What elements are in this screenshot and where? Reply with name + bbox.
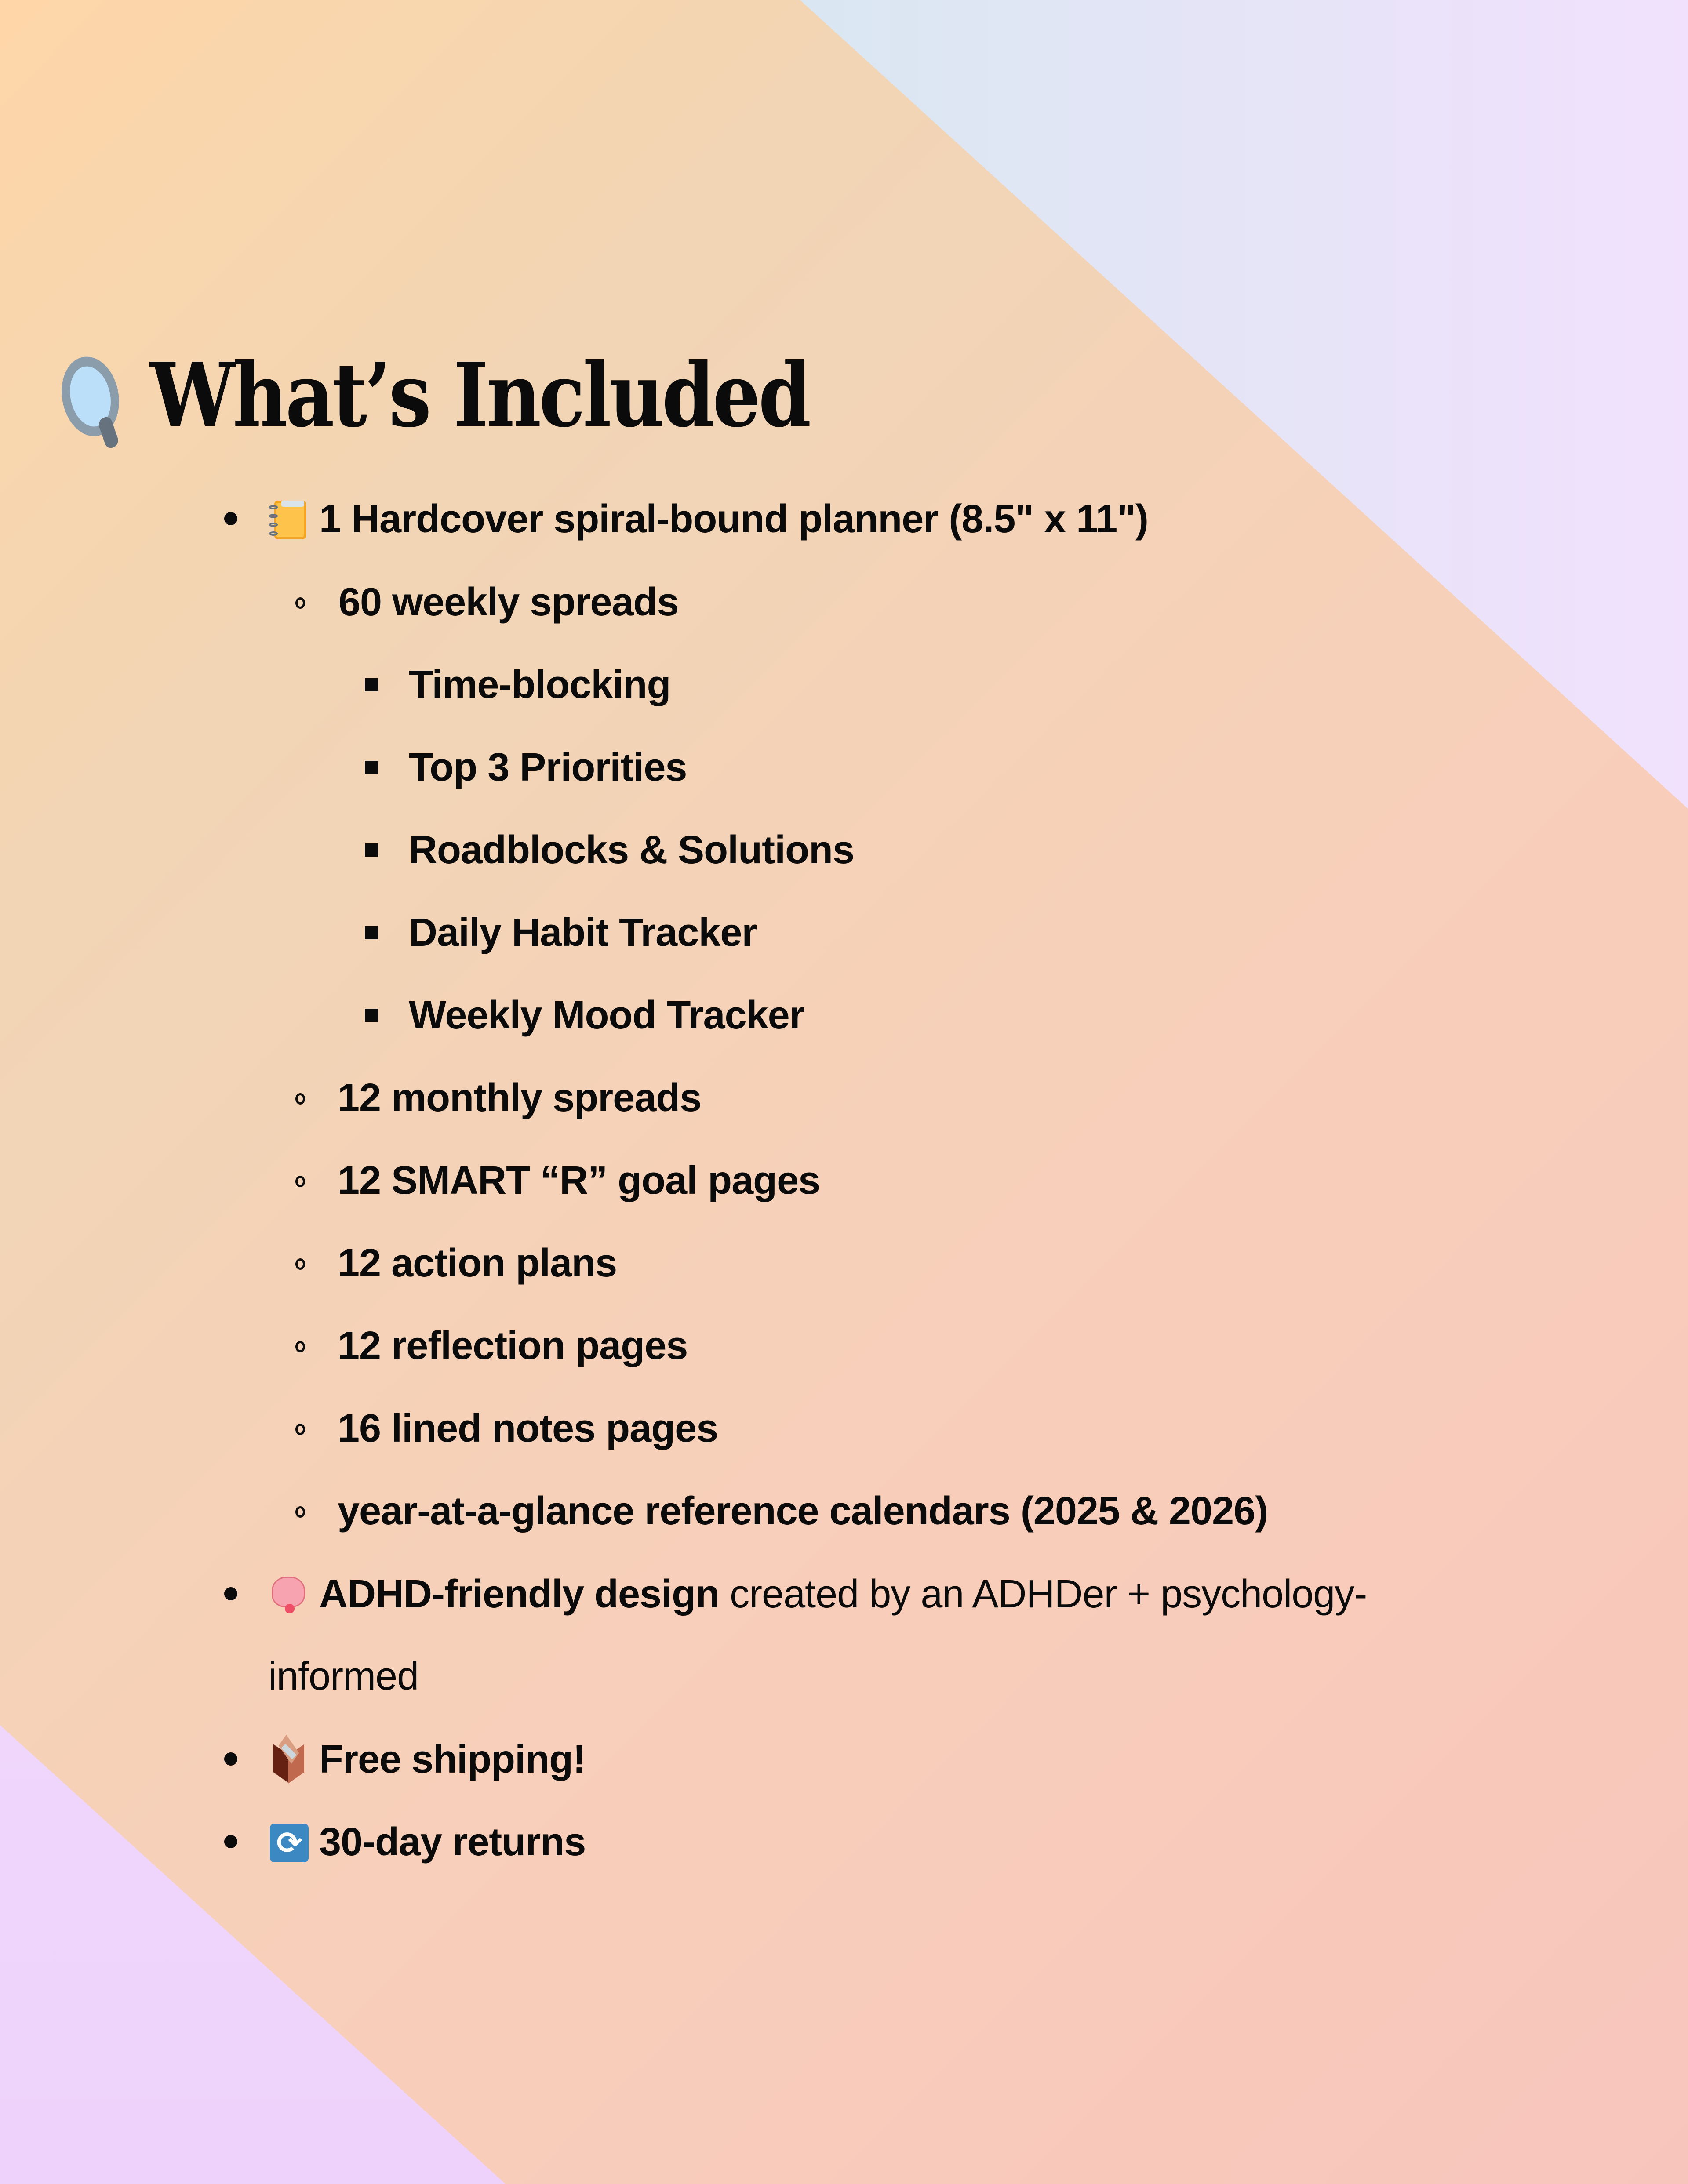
- bullet-circle: [295, 1506, 305, 1518]
- list-item-text: Daily Habit Tracker: [409, 911, 757, 955]
- bullet-disc: [224, 512, 237, 525]
- sub-sub-item-weekly-mood-tracker: [409, 993, 804, 1037]
- list-item-returns: [268, 1822, 586, 1862]
- repeat-arrows-icon: ⟳: [268, 1822, 309, 1862]
- bullet-square: [365, 926, 378, 939]
- sub-sub-item-top-3-priorities: [409, 745, 687, 789]
- list-item-text: Top 3 Priorities: [409, 745, 687, 789]
- bullet-disc: [224, 1835, 237, 1848]
- bullet-circle: [295, 1176, 305, 1187]
- sub-item-action-plans: [338, 1243, 617, 1283]
- bullet-square: [365, 678, 378, 691]
- sub-item-smart-goal-pages: [338, 1159, 820, 1203]
- package-icon: [268, 1739, 309, 1780]
- list-item-text: created by an ADHDer + psychology-: [719, 1572, 1367, 1616]
- list-item-text: Time-blocking: [409, 663, 671, 707]
- list-item-text: 1 Hardcover spiral-bound planner (8.5" x 11"): [319, 497, 1148, 541]
- list-item-text: 12 reflection pages: [338, 1324, 688, 1368]
- sub-sub-item-time-blocking: [409, 665, 670, 705]
- bullet-circle: [295, 597, 305, 609]
- list-item-text: 30-day returns: [319, 1820, 586, 1864]
- bullet-square: [365, 1009, 378, 1022]
- list-item-text: 60 weekly spreads: [338, 580, 679, 624]
- list-item-text: 16 lined notes pages: [338, 1406, 718, 1450]
- sub-item-weekly-spreads: [338, 582, 679, 622]
- heading-text: What’s Included: [150, 344, 809, 447]
- list-item-text: informed: [268, 1654, 419, 1698]
- sub-item-monthly-spreads: [338, 1078, 701, 1118]
- bullet-circle: [295, 1093, 305, 1105]
- list-item-free-shipping: [268, 1739, 586, 1780]
- list-item-text: 12 SMART “R” goal pages: [338, 1159, 820, 1203]
- list-item-text: Roadblocks & Solutions: [409, 828, 855, 872]
- bullet-disc: [224, 1587, 237, 1600]
- bullet-square: [365, 761, 378, 774]
- sub-sub-item-daily-habit-tracker: [409, 911, 757, 955]
- list-item-text: 12 monthly spreads: [338, 1076, 702, 1120]
- page-heading: [59, 344, 809, 447]
- bullet-circle: [295, 1424, 305, 1435]
- sub-item-reference-calendars: [338, 1491, 1268, 1531]
- bullet-disc: [224, 1752, 237, 1766]
- magnifying-glass-icon: [59, 352, 135, 440]
- list-item-text: 12 action plans: [338, 1241, 617, 1285]
- sub-item-reflection-pages: [338, 1326, 688, 1366]
- list-item-planner: [268, 499, 1148, 539]
- list-item-bold-text: ADHD-friendly design: [319, 1572, 720, 1616]
- list-item-adhd-friendly: [268, 1574, 1367, 1614]
- list-item-text: year-at-a-glance reference calendars (2025 & 2026): [338, 1489, 1268, 1533]
- spiral-notebook-icon: [268, 499, 309, 539]
- brain-icon: [268, 1574, 309, 1614]
- list-item-text: Free shipping!: [319, 1737, 586, 1781]
- list-item-text: Weekly Mood Tracker: [409, 993, 804, 1037]
- bullet-circle: [295, 1341, 305, 1352]
- bullet-circle: [295, 1258, 305, 1270]
- bullet-square: [365, 843, 378, 857]
- sub-item-lined-notes-pages: [338, 1406, 718, 1450]
- sub-sub-item-roadblocks: [409, 830, 854, 870]
- list-item-adhd-continuation: [268, 1654, 419, 1698]
